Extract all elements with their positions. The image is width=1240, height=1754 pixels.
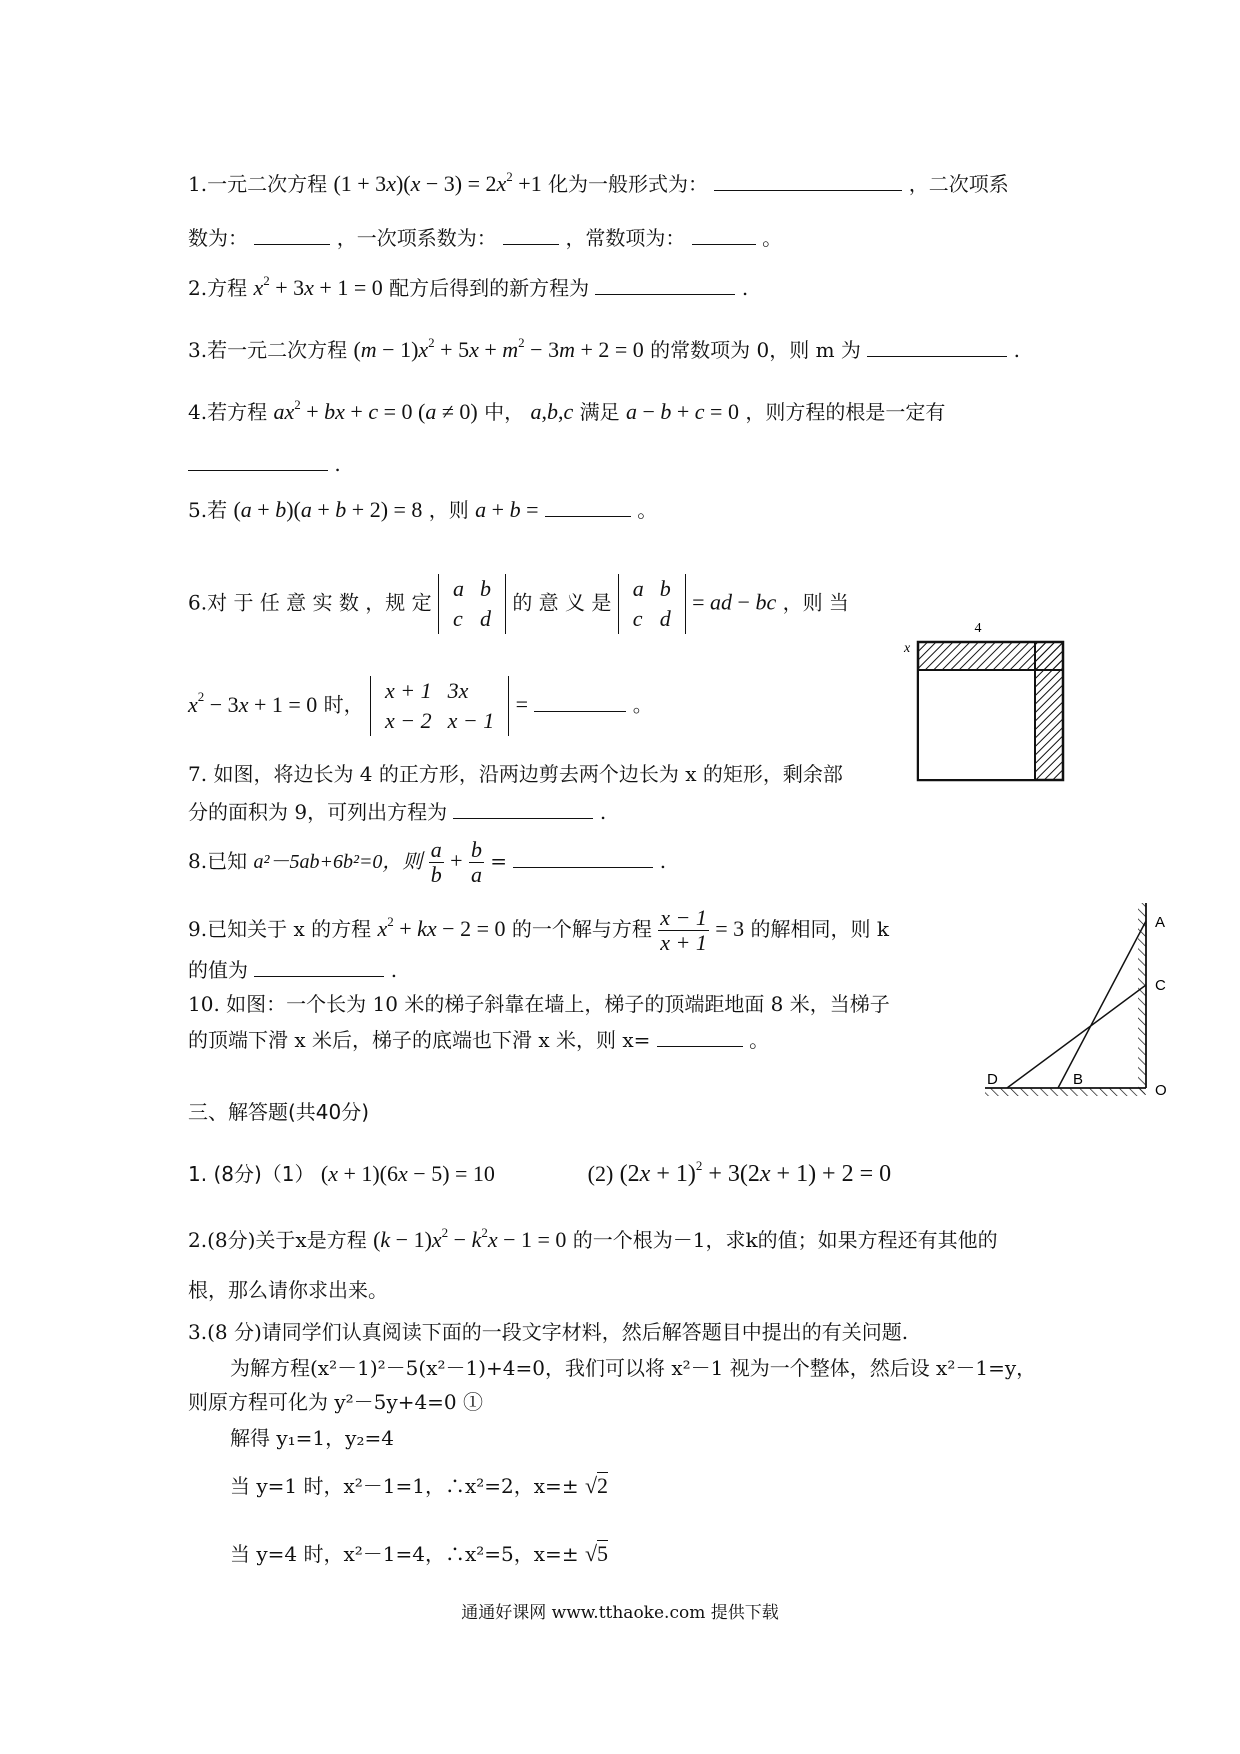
a2-line2: 根，那么请你求出来。 xyxy=(188,1278,388,1302)
q10-ground-hatch xyxy=(985,1088,1145,1096)
a1-prefix: 1. (8分)（1） xyxy=(188,1162,315,1186)
q4-text2: 满足 xyxy=(579,400,620,424)
q3-line xyxy=(188,334,1020,364)
q1-blank-constant[interactable] xyxy=(692,222,756,245)
q1-text4: ，一次项系数为： xyxy=(336,226,497,250)
q1-line2 xyxy=(188,222,782,252)
q1-text: 化为一般形式为： xyxy=(548,172,709,196)
a3-line4: 解得 y₁=1，y₂=4 xyxy=(230,1426,394,1450)
a1-part2-label: (2) xyxy=(587,1161,614,1186)
q6-line1 xyxy=(188,574,849,634)
q6-equals: = xyxy=(515,691,529,717)
q1-text6: 。 xyxy=(762,226,783,250)
q6-determinant-x: x + 1 3x x − 2 x − 1 xyxy=(370,676,509,736)
q4-equation: $ax^2$ + bx + c = 0 (a ≠ 0) xyxy=(273,396,478,424)
q9-prefix: 9.已知关于 x 的方程 xyxy=(188,917,372,941)
q10-text: 的顶端下滑 x 米后，梯子的底端也下滑 x 米，则 x= xyxy=(188,1028,651,1052)
q2-text: 配方后得到的新方程为 xyxy=(389,276,590,300)
q7-hatched-right-strip xyxy=(1035,642,1063,780)
q3-equation: $(m - 1)x^2 + 5x + m^2 - 3m + 2 = 0$ xyxy=(353,334,644,362)
q1-blank-linear-coef[interactable] xyxy=(503,222,559,245)
q7-line1: 7. 如图，将边长为 4 的正方形，沿两边剪去两个边长为 x 的矩形，剩余部 xyxy=(188,762,843,786)
q1-equation: $(1 + 3x)(x - 3) = 2x^2 +1$ xyxy=(333,168,542,196)
q4-vars: a,b,c xyxy=(530,399,574,424)
q6-text3: 时， xyxy=(323,692,364,717)
q10-line1: 10. 如图：一个长为 10 米的梯子斜靠在墙上，梯子的顶端距地面 8 米，当梯子 xyxy=(188,992,890,1016)
q3-text: 的常数项为 0，则 m 为 xyxy=(650,338,861,362)
q9-blank[interactable] xyxy=(254,954,384,977)
q1-blank-quadratic-coef[interactable] xyxy=(254,222,330,245)
q8-line xyxy=(188,838,666,887)
q4-text: 中， xyxy=(484,400,525,424)
q4-prefix: 4.若方程 xyxy=(188,400,268,424)
q6-line2 xyxy=(188,676,653,736)
q4-text3: ，则方程的根是一定有 xyxy=(745,400,946,424)
a2-prefix: 2.(8分)关于x是方程 xyxy=(188,1228,367,1252)
q10-line2 xyxy=(188,1024,769,1054)
q10-label-o: O xyxy=(1155,1082,1167,1099)
q8-end: . xyxy=(659,849,667,873)
q6-determinant-def: a b c d xyxy=(438,574,506,634)
q9-text: 的一个解与方程 xyxy=(511,917,652,941)
q10-ladder-figure xyxy=(975,895,1215,1110)
q6-blank[interactable] xyxy=(534,689,626,712)
q2-end: . xyxy=(741,276,749,300)
q9-line2 xyxy=(188,954,397,984)
a3-line2: 为解方程(x²－1)²－5(x²－1)+4=0，我们可以将 x²－1 视为一个整体，然后设 x²－1=y， xyxy=(230,1356,1037,1380)
section3-title: 三、解答题(共40分) xyxy=(188,1100,370,1124)
q5-text: ，则 xyxy=(428,498,469,522)
q9-text3: 的值为 xyxy=(188,958,248,982)
a3-case1-text: 当 y=1 时，x²－1=1，∴x²=2，x=± xyxy=(230,1474,579,1498)
q7-line2 xyxy=(188,796,606,826)
q4-line2 xyxy=(188,448,341,478)
q7-figure xyxy=(900,618,1070,783)
q10-label-d: D xyxy=(987,1071,998,1088)
q1-text3: 数为： xyxy=(188,226,248,250)
q10-end: 。 xyxy=(749,1028,770,1052)
q1-blank-general-form[interactable] xyxy=(714,168,902,191)
q7-blank[interactable] xyxy=(453,796,593,819)
q6-formula: = ad − bc xyxy=(692,589,777,615)
q2-line xyxy=(188,272,748,302)
q4-condition: a − b + c = 0 xyxy=(625,399,739,424)
a3-sqrt5-value: 5 xyxy=(597,1541,609,1566)
a3-line5 xyxy=(230,1472,608,1500)
q10-label-c: C xyxy=(1155,977,1166,994)
a1-equation1: (x + 1)(6x − 5) = 10 xyxy=(320,1161,495,1186)
a3-line3: 则原方程可化为 y²－5y+4=0 ① xyxy=(188,1390,484,1414)
a3-line1: 3.(8 分)请同学们认真阅读下面的一段文字材料，然后解答题目中提出的有关问题. xyxy=(188,1320,909,1344)
q8-prefix: 8.已知 xyxy=(188,849,248,873)
a3-sqrt2-value: 2 xyxy=(597,1473,609,1498)
q2-prefix: 2.方程 xyxy=(188,276,248,300)
q6-prefix: 6.对 于 任 意 实 数 ，规 定 xyxy=(188,590,432,615)
q6-condition: $x^2 - 3x + 1 = 0$ xyxy=(188,689,318,717)
q8-plus: + xyxy=(450,848,463,873)
q10-label-a: A xyxy=(1155,914,1166,931)
q6-determinant-meaning: a b c d xyxy=(618,574,686,634)
q1-text5: ，常数项为： xyxy=(565,226,686,250)
q10-label-b: B xyxy=(1073,1071,1084,1088)
q5-prefix: 5.若 xyxy=(188,498,228,522)
q7-label-side: 4 xyxy=(974,621,982,636)
q2-blank[interactable] xyxy=(595,272,735,295)
q1-text2: ，二次项系 xyxy=(908,172,1009,196)
q3-prefix: 3.若一元二次方程 xyxy=(188,338,348,362)
a2-equation: $(k - 1)x^2 - k^2x - 1 = 0$ xyxy=(373,1224,567,1252)
q9-equation: $x^2$ + kx − 2 = 0 xyxy=(377,913,506,941)
q7-remaining-square xyxy=(918,670,1035,780)
q4-end: . xyxy=(334,452,341,476)
q1-line1 xyxy=(188,168,1009,198)
a3-sqrt2: √2 xyxy=(584,1473,609,1498)
q8-blank[interactable] xyxy=(513,845,653,868)
q1-prefix: 1.一元二次方程 xyxy=(188,172,328,196)
q8-fraction-a-over-b: $\frac{a}{b}$ xyxy=(430,837,442,887)
a2-line1 xyxy=(188,1226,998,1254)
q4-line1 xyxy=(188,398,945,426)
q9-equals-three: = 3 xyxy=(715,916,745,941)
q6-text2: ，则 当 xyxy=(782,590,849,615)
q9-line1 xyxy=(188,906,889,955)
a1-equation2: $(2x + 1)^2 + 3(2x + 1) + 2 = 0$ xyxy=(619,1158,892,1187)
q9-end: . xyxy=(390,958,398,982)
q5-end: 。 xyxy=(637,498,658,522)
a3-case2-text: 当 y=4 时，x²－1=4，∴x²=5，x=± xyxy=(230,1542,579,1566)
a3-line6 xyxy=(230,1540,608,1568)
a2-text: 的一个根为－1，求k的值；如果方程还有其他的 xyxy=(572,1228,998,1252)
q5-expr: a + b = xyxy=(475,497,539,522)
q7-label-x: x xyxy=(904,641,911,656)
q3-end: . xyxy=(1013,338,1021,362)
q9-fraction: $\frac{x - 1}{x + 1}$ xyxy=(660,905,707,955)
q2-equation: $x^2 + 3x + 1 = 0$ xyxy=(253,272,383,300)
a3-sqrt5: √5 xyxy=(584,1541,609,1566)
q8-condition: a²－5ab+6b²=0，则 xyxy=(253,851,423,873)
q4-blank[interactable] xyxy=(188,448,328,471)
q8-equals: = xyxy=(490,849,508,873)
q5-blank[interactable] xyxy=(545,494,631,517)
q6-text: 的 意 义 是 xyxy=(512,590,612,615)
q6-end: 。 xyxy=(632,692,653,717)
q10-blank[interactable] xyxy=(657,1024,743,1047)
q8-fraction-b-over-a: $\frac{b}{a}$ xyxy=(470,837,482,887)
q3-blank[interactable] xyxy=(867,334,1007,357)
q10-ladder-original xyxy=(1058,921,1146,1088)
q5-equation: (a + b)(a + b + 2) = 8 xyxy=(233,497,423,522)
q10-wall-hatch xyxy=(1138,903,1146,1095)
q9-text2: 的解相同，则 k xyxy=(750,917,889,941)
page-footer: 通通好课网 www.tthaoke.com 提供下载 xyxy=(461,1603,779,1623)
q7-text: 分的面积为 9，可列出方程为 xyxy=(188,800,448,824)
a1-line xyxy=(188,1160,891,1188)
q5-line xyxy=(188,494,657,524)
q7-end: . xyxy=(599,800,607,824)
